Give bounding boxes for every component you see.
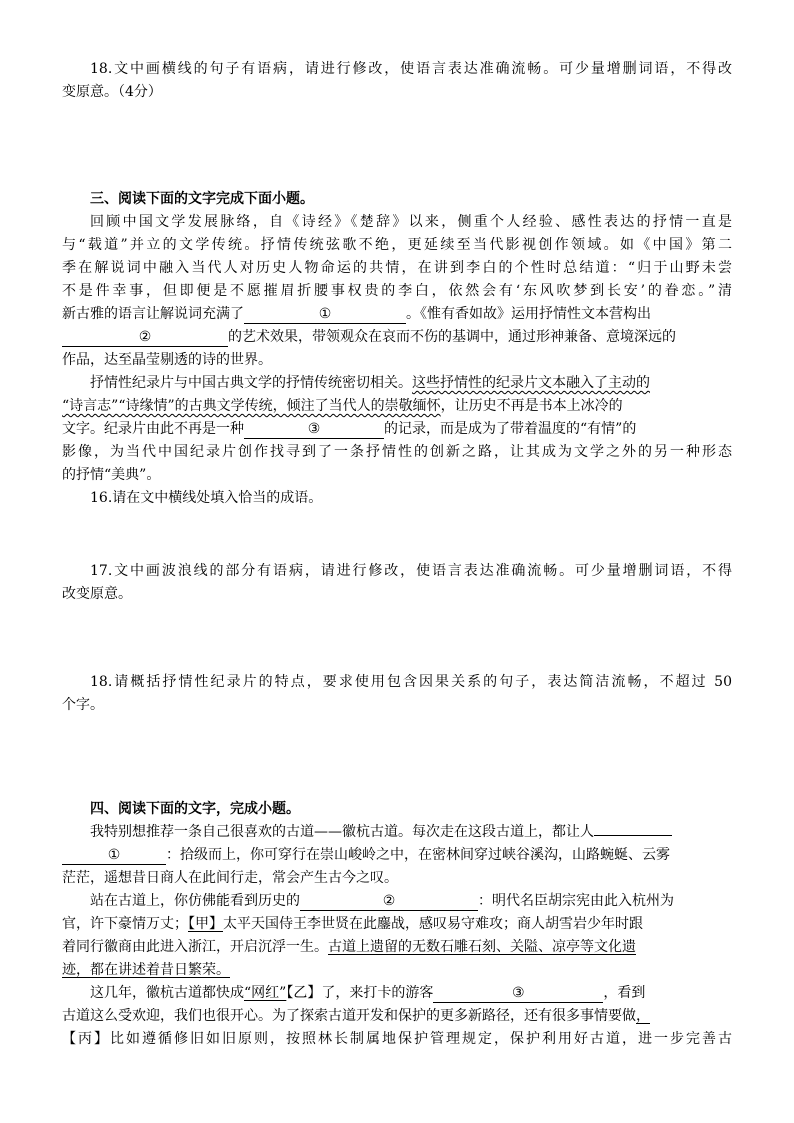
- question-18-line-2: 变原意。（4分）: [62, 84, 162, 100]
- s3-p1-line-4: 不是件幸事，但即便是不愿摧眉折腰事权贵的李白，依然会有‘东风吹梦到长安’的眷恋。”清: [62, 283, 732, 299]
- s4-p3-line-1-b: 【乙】了，来打卡的游客: [286, 985, 434, 1001]
- section-3: [62, 188, 732, 510]
- question-18-line-1: 18.文中画横线的句子有语病，请进行修改，使语言表达准确流畅。可少量增删词语，不得改: [90, 61, 732, 77]
- blank-2: ②: [62, 328, 228, 347]
- blank-1: ①: [244, 305, 406, 324]
- question-16: 16.请在文中横线处填入恰当的成语。: [90, 490, 323, 506]
- s4-p3-line-2-underlined-comma: ，: [636, 1008, 650, 1024]
- s4-p2-line-3-a: 着同行徽商由此进入浙江，开启沉浮一生。: [62, 939, 328, 955]
- s3-p2-line-1: [62, 372, 732, 395]
- s4-p3-line-2-a: 古道这么受欢迎，我们也很开心。为了探索古道开发和保护的更多新路径，还有很多事情要做: [62, 1008, 636, 1024]
- s4-p3-line-1-c: ，看到: [603, 985, 646, 1001]
- s3-p1-line-6-b: 的艺术效果，带领观众在哀而不伤的基调中，通过形神兼备、意境深远的: [228, 329, 676, 345]
- s3-p2-line-1-a: 抒情性纪录片与中国古典文学的抒情传统密切相关。: [90, 375, 412, 391]
- s4-p2-line-2: [62, 913, 732, 936]
- s4-p1-line-1: [62, 821, 732, 844]
- s3-p2-line-2: [62, 395, 732, 418]
- s3-p1-line-5-b: 。《惟有香如故》运用抒情性文本营构出: [406, 306, 651, 322]
- s4-p3-line-2: [62, 1005, 732, 1028]
- s4-p3-line-1: [62, 982, 732, 1005]
- section-4: [62, 798, 732, 1051]
- s3-p2-line-3-a: 文字。纪录片由此不再是一种: [62, 421, 244, 437]
- s3-p1-line-5: [62, 303, 732, 326]
- s4-p1-line-1-a: 我特别想推荐一条自己很喜欢的古道——徽杭古道。每次走在这段古道上，都让人: [90, 824, 594, 840]
- question-18: [62, 671, 732, 717]
- s3-p1-line-3: 季在解说词中融入当代人对历史人物命运的共情，在讲到李白的个性时总结道：“归于山野未尝: [62, 260, 732, 276]
- s3-p2-line-5: 的抒情“美典”。: [62, 467, 161, 483]
- underlined-sentence-part-1: 古道上遗留的无数石雕石刻、关隘、凉亭等文化遗: [328, 939, 636, 955]
- s3-p1-line-2: 与“载道”并立的文学传统。抒情传统弦歌不绝，更延续至当代影视创作领域。如《中国》第二: [62, 237, 732, 253]
- s4-p2-line-2-a: 官，许下豪情万丈；: [62, 916, 188, 932]
- question-18-top: [62, 58, 732, 104]
- s4-p1-line-2-b: ：拾级而上，你可穿行在崇山峻岭之中，在密林间穿过峡谷溪沟，山路蜿蜒、云雾: [166, 847, 670, 863]
- s3-p1-line-6: [62, 326, 732, 349]
- s4-p2-line-1-a: 站在古道上，你仿佛能看到历史的: [90, 893, 300, 909]
- section-3-heading: 三、阅读下面的文字完成下面小题。: [90, 191, 314, 207]
- underlined-sentence-part-2: 迹，都在讲述着昔日繁荣。: [62, 962, 230, 978]
- blank-3: ③: [244, 420, 384, 439]
- question-18-s3-line-1: 18.请概括抒情性纪录片的特点，要求使用包含因果关系的句子，表达简洁流畅，不超过 50: [90, 674, 732, 690]
- blank-4-1-start: [594, 835, 672, 836]
- question-17: [62, 560, 732, 606]
- blank-4-1: ①: [62, 846, 166, 865]
- question-17-line-2: 改变原意。: [62, 586, 132, 602]
- s4-p3-line-1-a: 这几年，徽杭古道都快成: [90, 985, 244, 1001]
- s3-p1-line-5-a: 新古雅的语言让解说词充满了: [62, 306, 244, 322]
- s3-p1-line-1: 回顾中国文学发展脉络，自《诗经》《楚辞》以来，侧重个人经验、感性表达的抒情一直是: [90, 214, 732, 230]
- s3-p1-line-7: 作品，达至晶莹剔透的诗的世界。: [62, 352, 272, 368]
- s3-p2-line-2-b: ，让历史不再是书本上冰冷的: [440, 398, 623, 414]
- s4-p3-line-3: 【丙】比如遵循修旧如旧原则，按照林长制属地保护管理规定，保护利用好古道，进一步完善古: [62, 1031, 732, 1047]
- s4-p2-line-3: [62, 936, 732, 959]
- s4-p2-line-1-b: ：明代名臣胡宗宪由此入杭州为: [478, 893, 674, 909]
- blank-4-2: ②: [300, 892, 478, 911]
- s3-p2-line-3-b: 的记录，而是成为了带着温度的“有情”的: [384, 421, 637, 437]
- wavy-sentence-part-1: 这些抒情性的纪录片文本融入了主动的: [412, 375, 650, 391]
- s3-p2-line-3: [62, 418, 732, 441]
- wavy-sentence-part-2: “诗言志”“诗缘情”的古典文学传统，倾注了当代人的崇敬缅怀: [62, 398, 441, 414]
- s4-p1-line-3: 茫茫，遥想昔日商人在此间行走，常会产生古今之叹。: [62, 870, 398, 886]
- question-17-line-1: 17.文中画波浪线的部分有语病，请进行修改，使语言表达准确流畅。可少量增删词语，不得: [90, 563, 732, 579]
- section-4-heading: 四、阅读下面的文字，完成小题。: [90, 801, 300, 817]
- s3-p2-line-4: 影像，为当代中国纪录片创作找寻到了一条抒情性的创新之路，让其成为文学之外的另一种形态: [62, 444, 732, 460]
- question-18-s3-line-2: 个字。: [62, 697, 104, 713]
- marker-jia: 【甲】: [188, 916, 223, 932]
- wanghong-term: “网红”: [244, 985, 287, 1001]
- blank-4-3: ③: [433, 984, 603, 1003]
- s4-p2-line-4: [62, 959, 732, 982]
- s4-p2-line-2-b: 太平天国侍王李世贤在此鏖战，感叹易守难攻；商人胡雪岩少年时跟: [223, 916, 643, 932]
- s4-p2-line-1: [62, 890, 732, 913]
- s4-p1-line-2: [62, 844, 732, 867]
